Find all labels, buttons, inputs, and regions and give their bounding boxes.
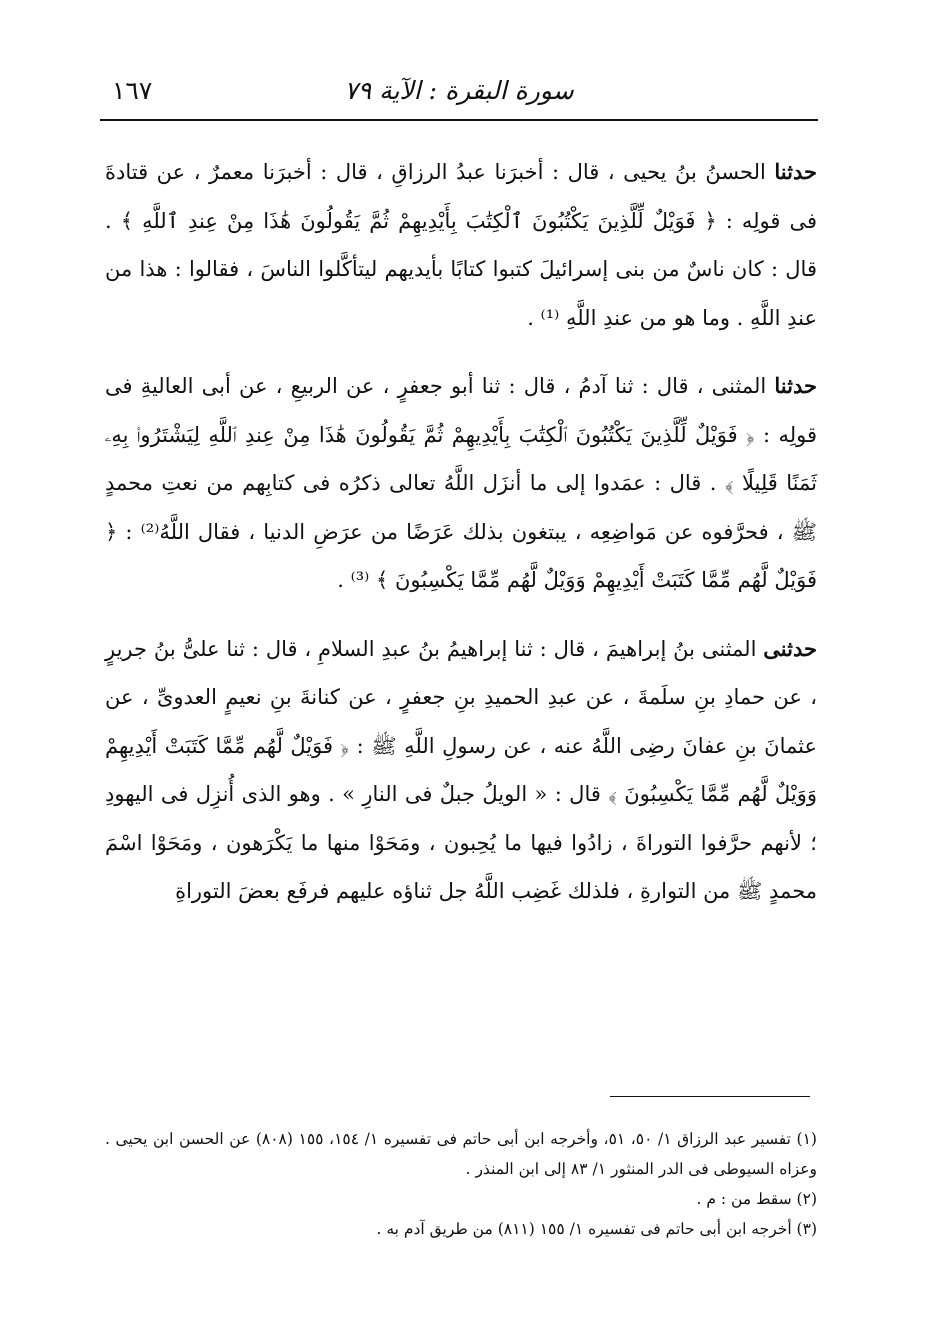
paragraph-text: الحسنُ بنُ يحيى ، قال : أخبرَنا عبدُ الرزاقِ ، قال : أخبرَنا معمرٌ ، عن قتادةَ فى قولِه : ﴿ فَوَيْلٌ لِّلَّذِينَ يَكْتُبُونَ ٱلْكِتَٰبَ بِأَيْدِيهِمْ ثُمَّ يَقُولُونَ هَٰذَا مِنْ عِندِ ٱللَّهِ ﴾ . قال : كان ناسٌ من بنى إسرائيلَ كتبوا كتابًا بأيديهم ليتأكَّلوا الناسَ ، فقالوا : هذا من عندِ اللَّهِ . وما هو من عندِ اللَّهِ ⁽¹⁾ . <box>105 160 817 330</box>
paragraph-2 <box>105 362 817 605</box>
footnote-2: (٢) سقط من : م . <box>696 1190 817 1208</box>
page-number: ١٦٧ <box>112 76 153 105</box>
page-header <box>100 70 818 120</box>
footnotes <box>105 1124 817 1244</box>
paragraph-3 <box>105 625 817 916</box>
footnote-1: (١) تفسير عبد الرزاق ١/ ٥٠، ٥١، وأخرجه ابن أبى حاتم فى تفسيره ١/ ١٥٤، ١٥٥ (٨٠٨) عن الحسن ابن يحيى . وعزاه السيوطى فى الدر المنثور ١/ ٨٣ إلى ابن المنذر . <box>105 1130 817 1178</box>
footnote-3: (٣) أخرجه ابن أبى حاتم فى تفسيره ١/ ١٥٥ (٨١١) من طريق آدم به . <box>376 1220 817 1238</box>
paragraph-text: المثنى ، قال : ثنا آدمُ ، قال : ثنا أبو جعفرٍ ، عن الربيعِ ، عن أبى العاليةِ فى قولِه : ﴿ فَوَيْلٌ لِّلَّذِينَ يَكْتُبُونَ ٱلْكِتَٰبَ بِأَيْدِيهِمْ ثُمَّ يَقُولُونَ هَٰذَا مِنْ عِندِ ٱللَّهِ لِيَشْتَرُوا۟ بِهِۦ ثَمَنًا قَلِيلًا ﴾ . قال : عمَدوا إلى ما أنزَل اللَّهُ تعالى ذكرُه فى كتابِهم من نعتِ محمدٍ ﷺ ، فحرَّفوه عن مَواضِعِه ، يبتغون بذلك عَرَضًا من عرَضِ الدنيا ، فقال اللَّهُ⁽²⁾ : ﴿ فَوَيْلٌ لَّهُم مِّمَّا كَتَبَتْ أَيْدِيهِمْ وَوَيْلٌ لَّهُم مِّمَّا يَكْسِبُونَ ﴾ ⁽³⁾ . <box>105 374 818 592</box>
narration-lead: حدثنى <box>763 635 817 661</box>
paragraph-text: المثنى بنُ إبراهيمَ ، قال : ثنا إبراهيمُ بنُ عبدِ السلامِ ، قال : ثنا علىُّ بنُ جريرٍ ، عن حمادِ بنِ سلَمةَ ، عن عبدِ الحميدِ بنِ جعفرٍ ، عن كنانةَ بنِ نعيمٍ العدوىِّ ، عن عثمانَ بنِ عفانَ رضِى اللَّهُ عنه ، عن رسولِ اللَّهِ ﷺ : ﴿ فَوَيْلٌ لَّهُم مِّمَّا كَتَبَتْ أَيْدِيهِمْ وَوَيْلٌ لَّهُم مِّمَّا يَكْسِبُونَ ﴾ قال : « الويلُ جبلٌ فى النارِ » . وهو الذى أُنزِل فى اليهودِ ؛ لأنهم حرَّفوا التوراةَ ، زادُوا فيها ما يُحِبون ، ومَحَوْا منها ما يَكْرَهون ، ومَحَوْا اسْمَ محمدٍ ﷺ من التوارةِ ، فلذلك غَضِب اللَّهُ جل ثناؤه عليهم فرفَع بعضَ التوراةِ <box>105 636 818 903</box>
footnote-rule <box>610 1096 810 1097</box>
running-title: سورة البقرة : الآية ٧٩ <box>344 76 574 105</box>
header-rule <box>100 119 818 121</box>
narration-lead: حدثنا <box>774 373 817 398</box>
paragraph-1 <box>105 148 817 342</box>
narration-lead: حدثنا <box>774 159 817 184</box>
main-text <box>105 148 817 936</box>
